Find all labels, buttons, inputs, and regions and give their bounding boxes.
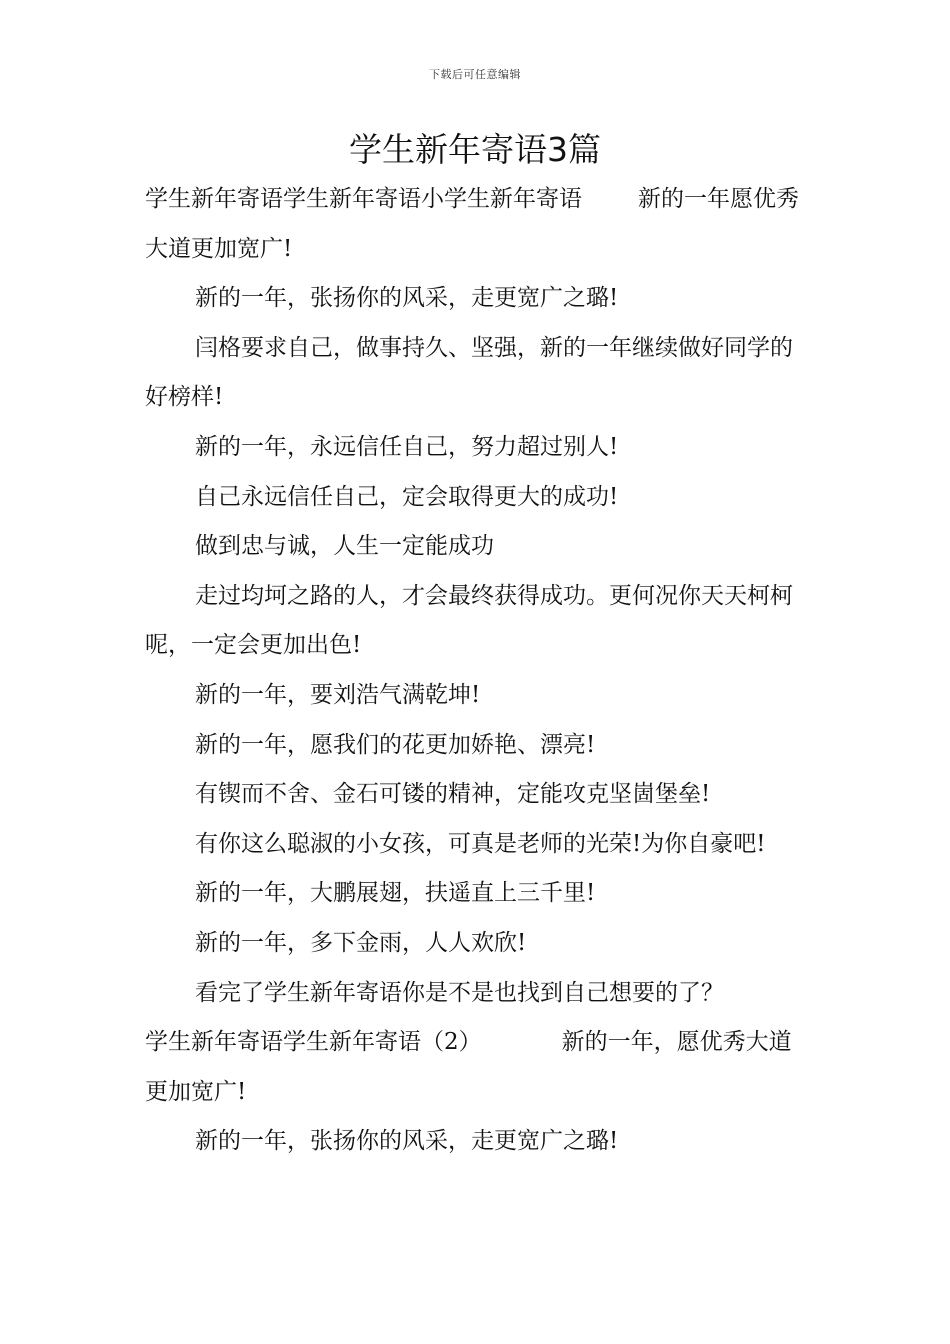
paragraph-14: 看完了学生新年寄语你是不是也找到自己想要的了？ [195, 979, 724, 1006]
paragraph-5: 自己永远信任自己，定会取得更大的成功! [195, 483, 619, 510]
paragraph-15-part-1: 学生新年寄语学生新年寄语（2） [145, 1029, 482, 1056]
paragraph-6: 做到忠与诚，人生一定能成功 [195, 533, 494, 560]
document-title: 学生新年寄语3篇 [349, 130, 601, 169]
paragraph-1-part-1: 学生新年寄语学生新年寄语小学生新年寄语 [145, 186, 582, 212]
paragraph-16: 新的一年，张扬你的风采，走更宽广之璐! [195, 1128, 619, 1155]
paragraph-1 [145, 175, 807, 274]
paragraph-9: 新的一年，愿我们的花更加娇艳、漂亮! [195, 731, 596, 758]
paragraph-3: 闫格要求自己，做事持久、坚强，新的一年继续做好同学的好榜样! [145, 334, 793, 411]
paragraph-4: 新的一年，永远信任自己，努力超过别人! [195, 433, 619, 460]
paragraph-12: 新的一年，大鹏展翅，扶遥直上三千里! [195, 880, 596, 907]
paragraph-7: 走过均坷之路的人，才会最终获得成功。更何况你天天柯柯呢，一定会更加出色! [145, 582, 793, 659]
header-note: 下载后可任意编辑 [429, 68, 521, 81]
paragraph-13: 新的一年，多下金雨，人人欢欣! [195, 929, 527, 956]
paragraph-10: 有锲而不舍、金石可镂的精神，定能攻克坚崮堡垒! [195, 781, 711, 808]
paragraph-1-part-2: 新的一年愿优秀大道更加宽广! [145, 186, 799, 262]
paragraph-11: 有你这么聪淑的小女孩，可真是老师的光荣!为你自豪吧! [195, 830, 766, 857]
paragraph-15-part-2: 新的一年，愿优秀大道更加宽广! [145, 1029, 792, 1105]
paragraph-8: 新的一年，要刘浩气满乾坤! [195, 681, 481, 708]
paragraph-2: 新的一年，张扬你的风采，走更宽广之璐! [195, 285, 619, 312]
document-body [145, 175, 807, 1167]
paragraph-15 [145, 1018, 807, 1117]
